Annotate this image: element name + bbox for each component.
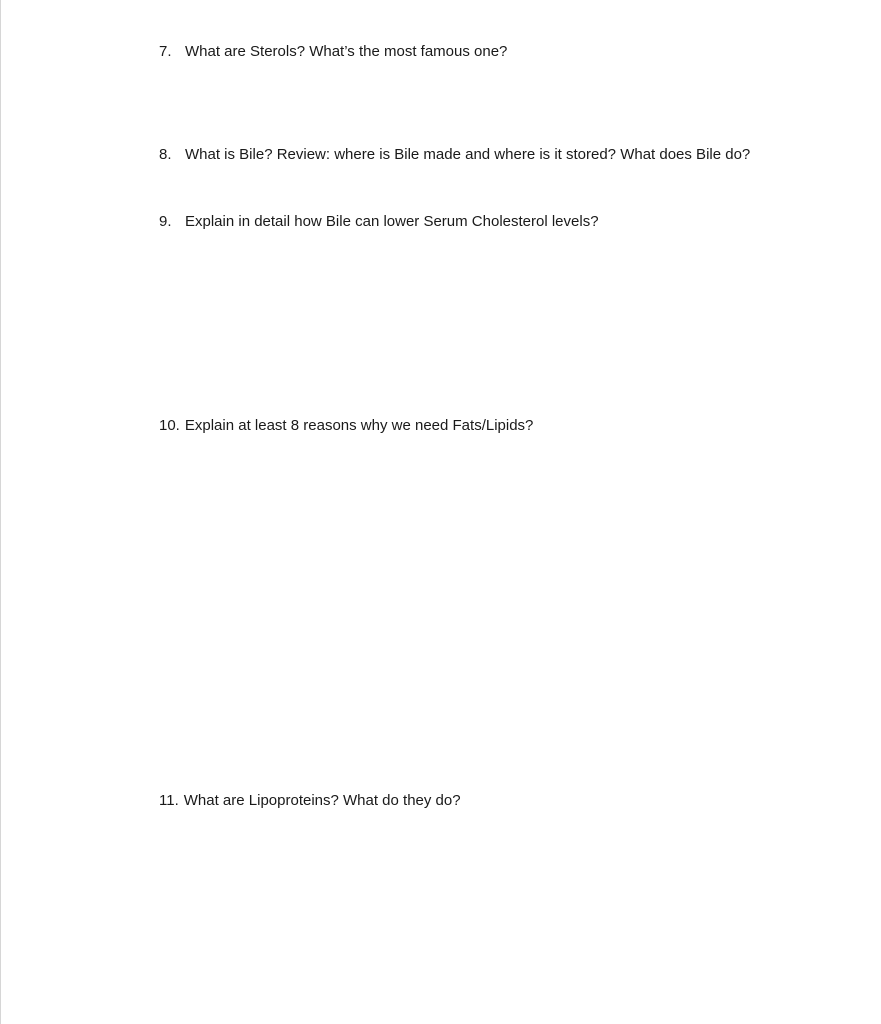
question-7: [159, 42, 507, 62]
question-number: 9.: [159, 213, 172, 230]
question-number: 8.: [159, 146, 172, 163]
question-9: [159, 212, 599, 232]
question-text: What are Lipoproteins? What do they do?: [183, 792, 461, 809]
question-8: [159, 145, 750, 165]
question-number: 11.: [159, 792, 179, 809]
question-number: 10.: [159, 417, 180, 434]
question-text: Explain in detail how Bile can lower Serum Cholesterol levels?: [185, 213, 599, 230]
question-text: What are Sterols? What’s the most famous one?: [185, 43, 508, 60]
question-number: 7.: [159, 43, 172, 60]
question-10: [159, 416, 533, 436]
question-11: [159, 791, 461, 811]
question-text: Explain at least 8 reasons why we need Fats/Lipids?: [184, 417, 534, 434]
question-text: What is Bile? Review: where is Bile made and where is it stored? What does Bile do?: [185, 146, 751, 163]
